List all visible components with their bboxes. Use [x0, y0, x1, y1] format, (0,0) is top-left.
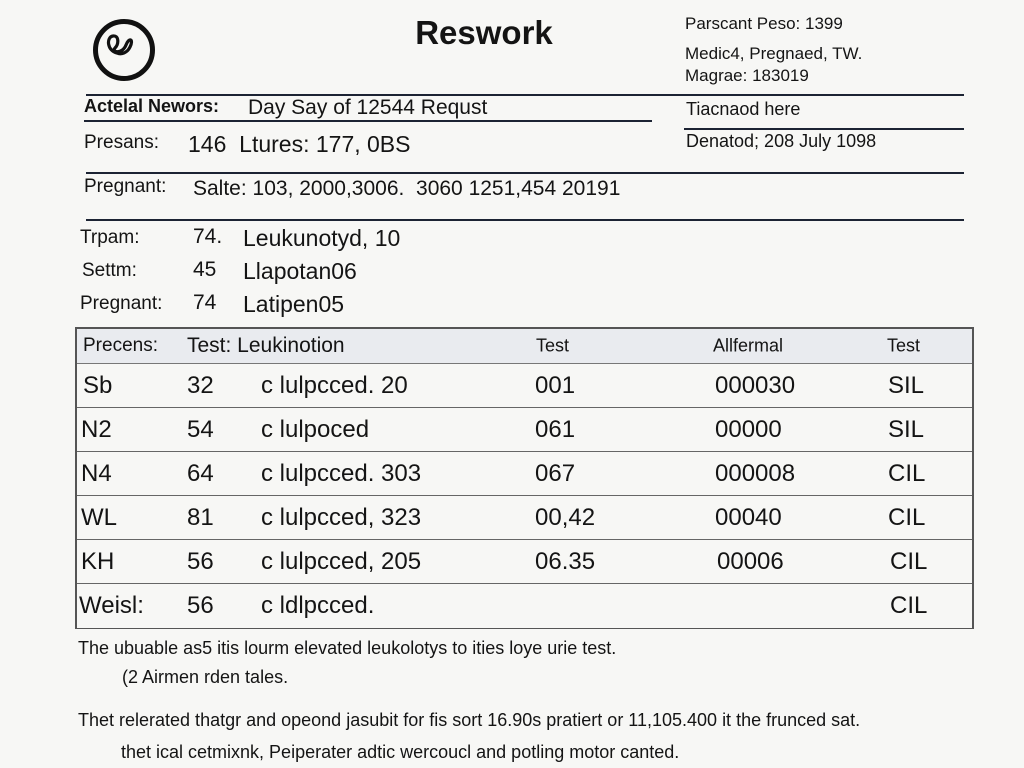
- table-cell: 32: [187, 371, 214, 399]
- table-cell: 00,42: [535, 503, 596, 531]
- table-cell: 06.35: [535, 547, 596, 575]
- summary-text: Latipen05: [243, 291, 345, 317]
- table-cell: c lulpoced: [261, 415, 370, 443]
- table-cell: 001: [535, 371, 576, 399]
- table-cell: Weisl:: [79, 592, 144, 619]
- table-row: [77, 452, 972, 496]
- meta-line-3: Magrae: 183019: [685, 66, 809, 85]
- divider-2: [84, 120, 652, 122]
- table-cell: N4: [81, 459, 112, 487]
- results-table: [75, 327, 974, 629]
- table-cell: 00000: [715, 415, 782, 443]
- table-cell: Sb: [83, 371, 113, 399]
- table-cell: 56: [187, 592, 214, 619]
- table-cell: c lulpcced, 205: [261, 547, 422, 575]
- table-cell: SIL: [888, 371, 925, 399]
- request-value: Day Say of 12544 Requst: [248, 96, 488, 119]
- table-cell: 00040: [715, 503, 782, 531]
- table-cell: c lulpcced. 20: [261, 371, 408, 399]
- table-cell: CIL: [888, 503, 926, 531]
- note-line: (2 Airmen rden tales.: [122, 667, 289, 687]
- presans-right: Denatod; 208 July 1098: [686, 131, 877, 151]
- summary-text: Leukunotyd, 10: [243, 225, 401, 251]
- summary-num: 74.: [193, 225, 223, 248]
- table-cell: KH: [81, 547, 115, 575]
- table-cell: CIL: [890, 592, 928, 619]
- divider-3: [86, 172, 964, 174]
- table-row: [77, 584, 972, 628]
- note-line: thet ical cetmixnk, Peiperater adtic wercoucl and potling motor canted.: [121, 742, 680, 762]
- pregnant-value: Salte: 103, 2000,3006. 3060 1251,454 20191: [193, 177, 621, 200]
- table-header-cell: Allfermal: [713, 335, 784, 356]
- table-cell: c lulpcced. 303: [261, 459, 422, 487]
- table-cell: 000008: [715, 459, 796, 487]
- request-label: Actelal Newors:: [84, 96, 220, 116]
- table-header-row: [77, 329, 972, 364]
- note-line: Thet relerated thatgr and opeond jasubit for fis sort 16.90s pratiert or 11,105.400 it the frunced sat.: [78, 710, 861, 730]
- table-row: [77, 408, 972, 452]
- table-cell: N2: [81, 415, 112, 443]
- table-cell: c lulpcced, 323: [261, 503, 422, 531]
- note-line: The ubuable as5 itis lourm elevated leukolotys to ities loye urie test.: [78, 638, 617, 658]
- table-cell: 81: [187, 503, 214, 531]
- summary-num: 74: [193, 291, 217, 314]
- table-header-cell: Precens:: [83, 335, 158, 356]
- table-cell: 000030: [715, 371, 796, 399]
- meta-line-2: Medic4, Pregnaed, TW.: [685, 44, 863, 63]
- table-cell: SIL: [888, 415, 925, 443]
- divider-2b: [684, 128, 964, 130]
- pregnant-label: Pregnant:: [84, 176, 167, 197]
- divider-4: [86, 219, 964, 221]
- table-cell: WL: [81, 503, 117, 531]
- table-cell: 64: [187, 459, 214, 487]
- table-header-cell: Test: Leukinotion: [187, 334, 345, 357]
- table-header-cell: Test: [887, 335, 921, 356]
- presans-label: Presans:: [84, 132, 159, 153]
- document-title: Reswork: [415, 14, 553, 51]
- table-row: [77, 540, 972, 584]
- table-row: [77, 364, 972, 408]
- table-cell: 00006: [717, 547, 784, 575]
- summary-label: Pregnant:: [80, 293, 163, 314]
- table-row: [77, 496, 972, 540]
- meta-line-1: Parscant Peso: 1399: [685, 14, 843, 33]
- table-cell: c ldlpcced.: [261, 592, 375, 619]
- presans-value: 146 Ltures: 177, 0BS: [188, 131, 411, 157]
- summary-label: Settm:: [82, 260, 137, 281]
- request-right: Tiacnaod here: [686, 99, 801, 119]
- table-cell: CIL: [888, 459, 926, 487]
- summary-text: Llapotan06: [243, 258, 357, 284]
- summary-num: 45: [193, 258, 217, 281]
- table-header-cell: Test: [536, 335, 570, 356]
- table-cell: 061: [535, 415, 576, 443]
- table-cell: CIL: [890, 547, 928, 575]
- table-cell: 54: [187, 415, 214, 443]
- summary-label: Trpam:: [80, 227, 140, 248]
- table-cell: 067: [535, 459, 576, 487]
- table-cell: 56: [187, 547, 214, 575]
